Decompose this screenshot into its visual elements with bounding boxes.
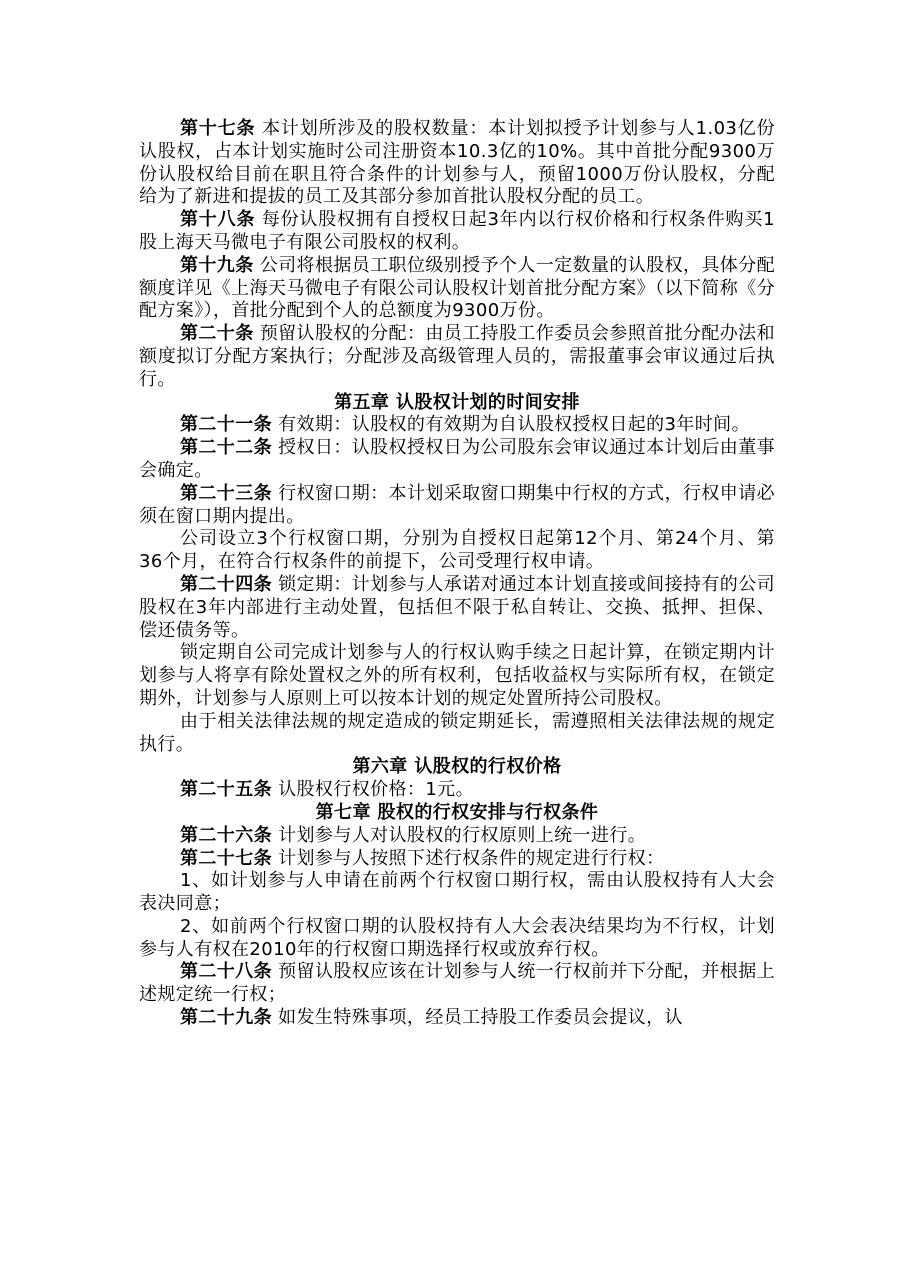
article-text: 本计划所涉及的股权数量：本计划拟授予计划参与人1.03亿份认股权，占本计划实施时公司注册资本10.3亿的10%。其中首批分配9300万份认股权给目前在职且符合条件的计划参与人，预留1000万份认股权，分配给为了新进和提拔的员工及其部分参加首批认股权分配的员工。 [139,118,775,208]
list-item: 2、如前两个行权窗口期的认股权持有人大会表决结果均为不行权，计划参与人有权在2010年的行权窗口期选择行权或放弃行权。 [139,915,775,960]
article-label: 第二十四条 [180,573,273,595]
article-17 [139,118,775,209]
article-label: 第二十八条 [180,961,273,983]
article-text: 锁定期：计划参与人承诺对通过本计划直接或间接持有的公司股权在3年内部进行主动处置，包括但不限于私自转让、交换、抵押、担保、偿还债务等。 [139,573,776,641]
article-21 [139,414,775,437]
article-24 [139,574,775,642]
chapter-7-heading: 第七章 股权的行权安排与行权条件 [315,801,599,823]
article-text: 每份认股权拥有自授权日起3年内以行权价格和行权条件购买1股上海天马微电子有限公司股权的权利。 [139,209,775,253]
article-25 [139,779,775,802]
article-18 [139,209,775,255]
article-label: 第二十九条 [180,1007,272,1029]
document-body [139,118,775,1030]
chapter-5-heading: 第五章 认股权计划的时间安排 [334,391,580,413]
article-29 [139,1007,775,1030]
paragraph: 锁定期自公司完成计划参与人的行权认购手续之日起计算，在锁定期内计划参与人将享有除处置权之外的所有权利，包括收益权与实际所有权，在锁定期外，计划参与人原则上可以按本计划的规定处置所持公司股权。 [139,642,775,709]
article-text: 授权日：认股权授权日为公司股东会审议通过本计划后由董事会确定。 [139,437,776,481]
article-label: 第二十一条 [180,414,272,436]
article-label: 第二十二条 [180,437,273,459]
list-item: 1、如计划参与人申请在前两个行权窗口期行权，需由认股权持有人大会表决同意； [139,870,775,915]
article-label: 第二十五条 [180,779,272,801]
article-27 [139,848,775,871]
article-label: 第二十条 [180,323,254,345]
article-label: 第二十六条 [180,824,272,846]
article-text: 预留认股权应该在计划参与人统一行权前并下分配，并根据上述规定统一行权； [139,961,776,1006]
article-28 [139,961,775,1007]
article-20 [139,323,775,391]
article-text: 计划参与人按照下述行权条件的规定进行行权： [272,847,665,869]
article-19 [139,255,775,323]
article-text: 认股权行权价格：1元。 [272,779,474,801]
article-text: 行权窗口期：本计划采取窗口期集中行权的方式，行权申请必须在窗口期内提出。 [139,482,776,527]
article-label: 第十七条 [180,118,256,139]
chapter-6-heading: 第六章 认股权的行权价格 [352,756,562,778]
article-22 [139,437,775,483]
article-text: 如发生特殊事项，经员工持股工作委员会提议，认 [272,1007,683,1029]
paragraph: 由于相关法律法规的规定造成的锁定期延长，需遵照相关法律法规的规定执行。 [139,710,775,755]
article-text: 计划参与人对认股权的行权原则上统一进行。 [272,824,647,846]
article-text: 预留认股权的分配：由员工持股工作委员会参照首批分配办法和额度拟订分配方案执行；分配涉及高级管理人员的，需报董事会审议通过后执行。 [139,323,775,390]
article-23 [139,483,775,529]
article-label: 第二十七条 [180,847,272,869]
article-26 [139,825,775,848]
article-text: 有效期：认股权的有效期为自认股权授权日起的3年时间。 [272,414,750,436]
article-label: 第二十三条 [180,482,273,504]
article-text: 公司将根据员工职位级别授予个人一定数量的认股权，具体分配额度详见《上海天马微电子有限公司认股权计划首批分配方案》（以下简称《分配方案》），首批分配到个人的总额度为9300万份。 [139,254,775,322]
paragraph: 公司设立3个行权窗口期，分别为自授权日起第12个月、第24个月、第36个月，在符合行权条件的前提下，公司受理行权申请。 [139,528,775,573]
article-label: 第十九条 [180,254,254,276]
article-label: 第十八条 [180,209,256,231]
